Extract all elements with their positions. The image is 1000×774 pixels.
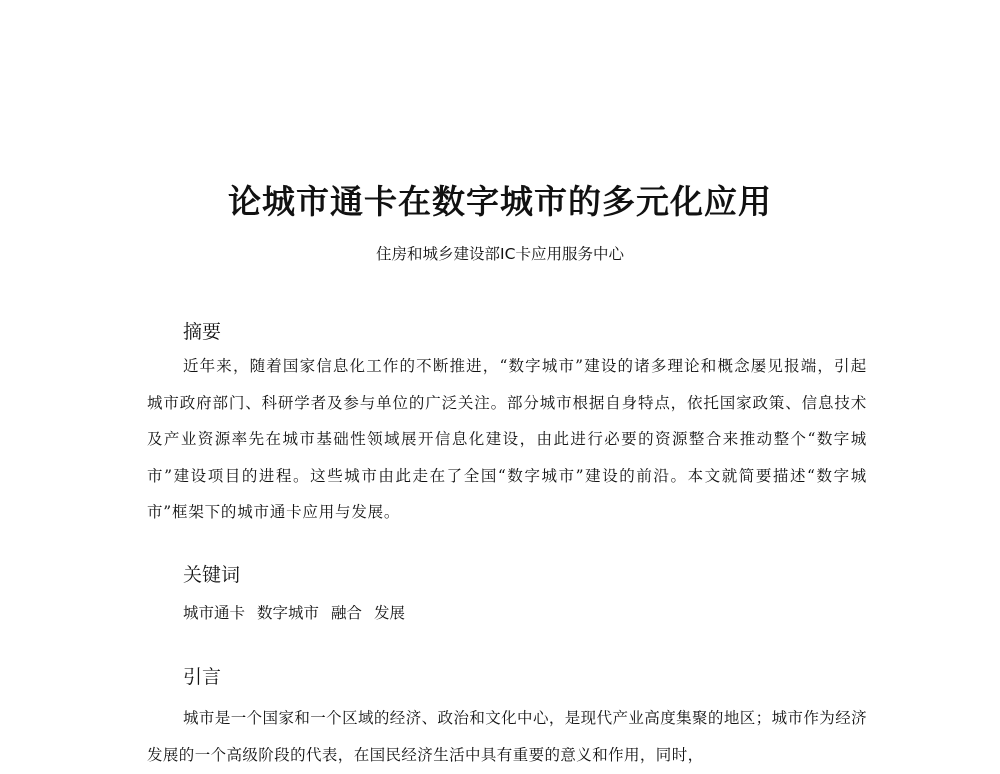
introduction-heading: 引言: [183, 666, 222, 688]
keyword: 数字城市: [257, 604, 320, 622]
abstract-text: 近年来，随着国家信息化工作的不断推进，“数字城市”建设的诸多理论和概念屡见报端，引起城市政府部门、科研学者及参与单位的广泛关注。部分城市根据自身特点，依托国家政策、信息技术及产业资源率先在城市基础性领域展开信息化建设，由此进行必要的资源整合来推动整个“数字城市”建设项目的进程。这些城市由此走在了全国“数字城市”建设的前沿。本文就简要描述“数字城市”框架下的城市通卡应用与发展。: [147, 357, 867, 521]
keyword: 发展: [374, 604, 406, 622]
keyword: 融合: [331, 604, 363, 622]
keywords-list: [183, 601, 417, 625]
paper-title: 论城市通卡在数字城市的多元化应用: [228, 182, 772, 221]
introduction-text: 城市是一个国家和一个区域的经济、政治和文化中心，是现代产业高度集聚的地区；城市作为经济发展的一个高级阶段的代表，在国民经济生活中具有重要的意义和作用，同时，: [147, 709, 867, 764]
keywords-heading: 关键词: [183, 564, 241, 586]
keyword: 城市通卡: [183, 604, 246, 622]
author-affiliation: 住房和城乡建设部IC卡应用服务中心: [376, 245, 624, 263]
abstract-heading: 摘要: [183, 321, 222, 343]
